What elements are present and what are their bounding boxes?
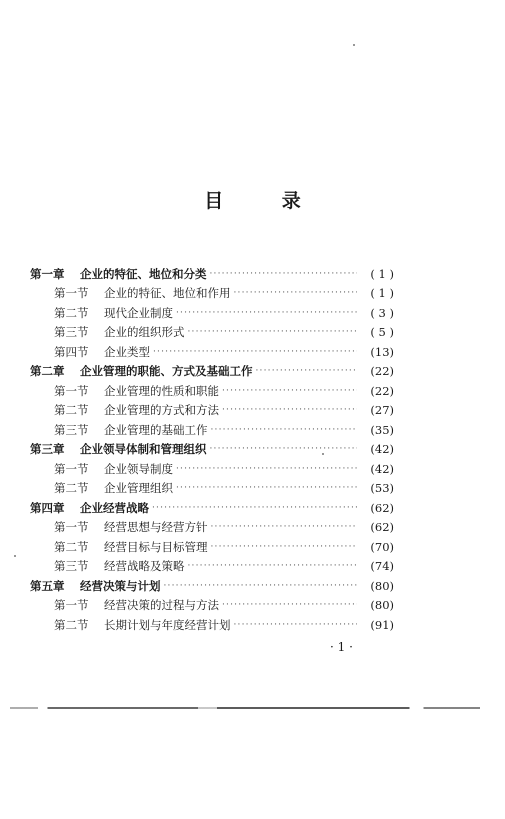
toc-section-row [30,342,394,362]
toc-page: (62) [370,500,394,515]
toc-page: (35) [370,422,394,437]
toc-leader-dots [153,346,357,358]
toc-leader-dots [211,541,358,553]
toc-chapter-row [30,440,394,460]
toc-leader-dots [188,326,358,338]
toc-page: ( 3 ) [370,305,394,320]
toc-title: 企业管理的基础工作 [104,422,208,437]
toc-leader-dots [222,385,357,397]
toc-page: (42) [370,442,394,457]
scan-speck [14,555,16,557]
toc-section-row [30,479,394,499]
toc-section-row [30,420,394,440]
toc-title: 长期计划与年度经营计划 [104,617,231,632]
toc-leader-dots [211,424,358,436]
scan-speck [322,453,324,455]
toc-leader-dots [234,619,358,631]
toc-section-row [30,459,394,479]
toc-chapter-row [30,264,394,284]
toc-page: (53) [370,481,394,496]
toc-page: (80) [370,598,394,613]
toc-label: 第三节 [54,325,89,340]
toc-chapter-row [30,362,394,382]
toc-page: (91) [370,617,394,632]
toc-leader-dots [211,521,358,533]
page-title: 目 录 [204,190,327,212]
toc-label: 第一节 [54,520,89,535]
toc-page: (22) [370,383,394,398]
toc-title: 经营战略及策略 [104,559,185,574]
toc-label: 第三章 [30,442,65,457]
toc-leader-dots [164,580,358,592]
toc-label: 第二节 [54,481,89,496]
toc-page: (13) [370,344,394,359]
table-of-contents [30,264,394,635]
toc-title: 经营思想与经营方针 [104,520,208,535]
toc-section-row [30,303,394,323]
toc-label: 第二节 [54,617,89,632]
toc-leader-dots [176,482,357,494]
toc-title: 企业领导制度 [104,461,173,476]
toc-leader-dots [176,463,357,475]
toc-title: 经营决策的过程与方法 [104,598,219,613]
toc-chapter-row [30,498,394,518]
toc-leader-dots [222,599,357,611]
toc-label: 第三节 [54,422,89,437]
toc-leader-dots [152,502,357,514]
toc-page: (74) [370,559,394,574]
toc-label: 第四节 [54,344,89,359]
toc-label: 第四章 [30,500,65,515]
toc-section-row [30,381,394,401]
toc-leader-dots [222,404,357,416]
toc-title: 企业管理的性质和职能 [104,383,219,398]
toc-page: ( 1 ) [370,266,394,281]
toc-page: ( 1 ) [370,286,394,301]
toc-label: 第一节 [54,383,89,398]
toc-page: (42) [370,461,394,476]
page-number: · 1 · [330,640,353,654]
toc-chapter-row [30,576,394,596]
toc-title: 企业管理的职能、方式及基础工作 [80,364,253,379]
toc-leader-dots [188,560,358,572]
toc-label: 第五章 [30,578,65,593]
toc-label: 第二节 [54,403,89,418]
toc-label: 第一节 [54,286,89,301]
toc-leader-dots [210,268,358,280]
toc-page: (22) [370,364,394,379]
toc-section-row [30,615,394,635]
toc-section-row [30,518,394,538]
toc-title: 企业的组织形式 [104,325,185,340]
toc-page: (70) [370,539,394,554]
toc-title: 企业管理的方式和方法 [104,403,219,418]
toc-section-row [30,596,394,616]
toc-leader-dots [256,365,358,377]
toc-title: 现代企业制度 [104,305,173,320]
toc-page: (80) [370,578,394,593]
toc-label: 第一节 [54,461,89,476]
toc-section-row [30,323,394,343]
toc-label: 第二节 [54,539,89,554]
toc-title: 企业类型 [104,344,150,359]
toc-section-row [30,557,394,577]
toc-label: 第二章 [30,364,65,379]
toc-page: ( 5 ) [370,325,394,340]
toc-section-row [30,284,394,304]
toc-title: 企业的特征、地位和分类 [80,266,207,281]
toc-title: 企业的特征、地位和作用 [104,286,231,301]
toc-label: 第三节 [54,559,89,574]
toc-label: 第一章 [30,266,65,281]
toc-title: 企业领导体制和管理组织 [80,442,207,457]
toc-section-row [30,401,394,421]
toc-page: (27) [370,403,394,418]
toc-title: 经营目标与目标管理 [104,539,208,554]
toc-label: 第二节 [54,305,89,320]
toc-section-row [30,537,394,557]
toc-label: 第一节 [54,598,89,613]
toc-leader-dots [234,287,358,299]
toc-title: 企业管理组织 [104,481,173,496]
toc-leader-dots [176,307,357,319]
toc-title: 企业经营战略 [80,500,149,515]
toc-title: 经营决策与计划 [80,578,161,593]
toc-page: (62) [370,520,394,535]
toc-leader-dots [210,443,358,455]
bottom-rule [10,707,480,709]
scan-speck [353,44,355,46]
